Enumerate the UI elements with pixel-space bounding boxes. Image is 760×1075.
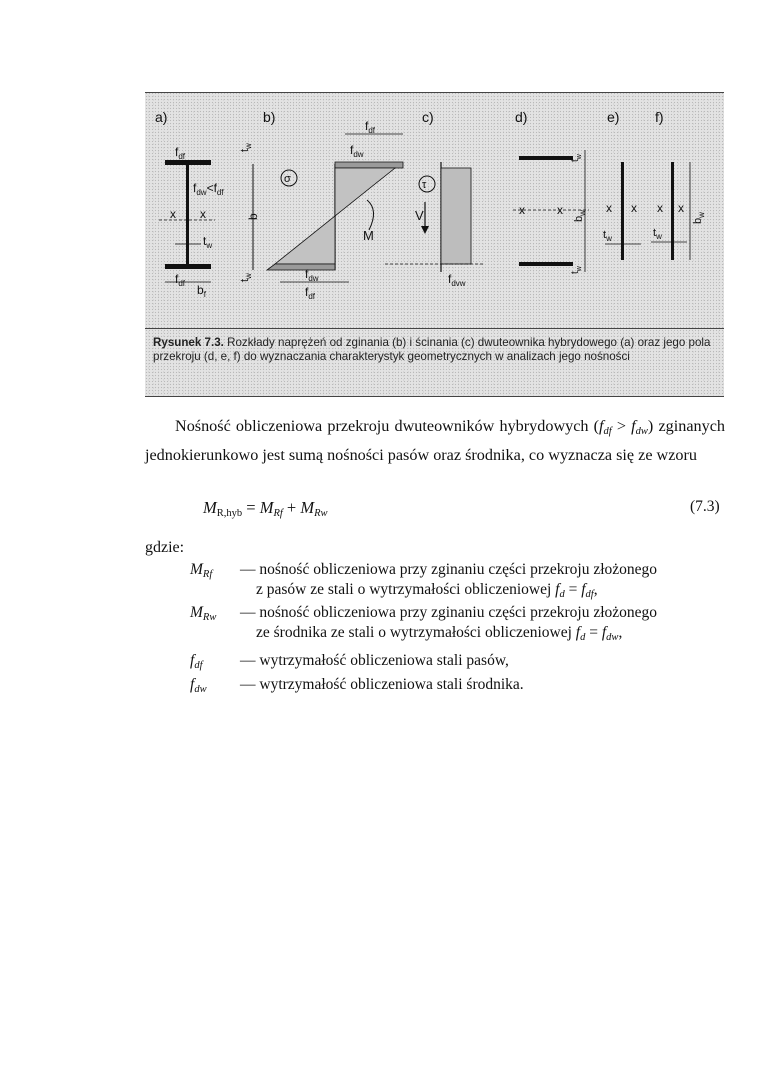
where-label: gdzie: — [145, 539, 185, 556]
d-tw-top: $t_w$ — [570, 154, 583, 162]
b-tw-bot: $t_w$ — [239, 273, 253, 282]
b-tw-top: $t_w$ — [239, 143, 253, 152]
panel-b-bending — [253, 134, 403, 282]
b-fdf-top: $f_{df}$ — [365, 119, 376, 135]
def-symbol: $f_{dw}$ — [190, 676, 207, 695]
a-fdw-lt-fdf: $f_{dw}<f_{df}$ — [193, 181, 224, 197]
panel-label-d: d) — [515, 109, 528, 125]
b-sigma: σ — [284, 173, 291, 185]
panel-a-ibeam — [159, 160, 215, 282]
c-shear-block — [441, 168, 471, 264]
def-symbol: $M_{Rw}$ — [190, 604, 217, 623]
d-tw-bot: $t_w$ — [570, 266, 583, 274]
def-line2: ze środnika ze stali o wytrzymałości obliczeniowej $f_d = f_{dw}$, — [256, 624, 623, 643]
e-tw: $t_w$ — [603, 229, 612, 243]
figure-bottom-rule — [145, 396, 724, 397]
c-V-arrowhead — [421, 226, 429, 234]
equation-7-3: $M_{R,hyb} = M_{Rf} + M_{Rw}$ — [203, 498, 328, 519]
e-x-left: x — [606, 201, 612, 215]
def-symbol: $M_{Rf}$ — [190, 561, 213, 580]
moment-arrow — [367, 200, 374, 230]
panel-label-b: b) — [263, 109, 276, 125]
d-x-right: x — [557, 203, 563, 217]
d-top-flange — [519, 156, 573, 160]
f-tw: $t_w$ — [653, 227, 662, 241]
panel-label-c: c) — [422, 109, 434, 125]
top-flange — [165, 160, 211, 165]
equation-number: (7.3) — [690, 498, 720, 515]
c-fdvw: $f_{dvw}$ — [448, 272, 466, 288]
a-fdf-top: $f_{df}$ — [175, 145, 186, 161]
def-line1: — nośność obliczeniowa przy zginaniu części przekroju złożonego — [240, 561, 658, 578]
c-tau: τ — [422, 179, 427, 191]
f-x-right: x — [678, 201, 684, 215]
web — [186, 165, 189, 265]
figure-drawing — [145, 92, 724, 332]
figure-caption — [153, 336, 719, 364]
def-line1: — wytrzymałość obliczeniowa stali pasów, — [240, 652, 509, 669]
bottom-flange — [165, 264, 211, 269]
caption-label: Rysunek 7.3. — [153, 336, 224, 349]
main-paragraph: Nośność obliczeniowa przekroju dwuteowników hybrydowych $(f_{df} > f_{dw})$ zginanych jednokierunkowo jest sumą nośności pasów oraz środnika, co wyznacza się ze wzoru — [145, 417, 725, 464]
b-b: b — [246, 213, 260, 220]
panel-label-f: f) — [655, 109, 664, 125]
caption-text: Rozkłady naprężeń od zginania (b) i ścinania (c) dwuteownika hybrydowego (a) oraz jego pola przekroju (d, e, f) do wyznaczania charakterystyk geometrycznych w analizach jego nośności — [153, 336, 711, 363]
d-bw: $b_w$ — [573, 210, 587, 222]
a-x-left: x — [170, 207, 176, 221]
def-line2: z pasów ze stali o wytrzymałości obliczeniowej $f_d = f_{df}$, — [256, 581, 598, 600]
panel-label-e: e) — [607, 109, 620, 125]
d-x-left: x — [519, 203, 525, 217]
b-M: M — [363, 228, 374, 243]
b-top-flange-stress — [335, 162, 403, 168]
b-fdw-bot: $f_{dw}$ — [305, 267, 319, 283]
a-fdf-bot: $f_{df}$ — [175, 272, 186, 288]
f-x-left: x — [657, 201, 663, 215]
b-bottom-flange-stress — [267, 264, 335, 270]
figure-7-3 — [145, 92, 724, 397]
a-bf: $b_f$ — [197, 283, 206, 299]
b-fdf-bot: $f_{df}$ — [305, 285, 316, 301]
f-bw: $b_w$ — [692, 212, 706, 224]
e-web — [621, 162, 624, 260]
b-web-stress — [275, 168, 395, 264]
def-line1: — wytrzymałość obliczeniowa stali środnika. — [240, 676, 524, 693]
def-line1: — nośność obliczeniowa przy zginaniu części przekroju złożonego — [240, 604, 658, 621]
a-tw: $t_w$ — [203, 234, 213, 250]
d-bottom-flange — [519, 262, 573, 266]
e-x-right: x — [631, 201, 637, 215]
panel-c-shear — [385, 162, 485, 272]
a-x-right: x — [200, 207, 206, 221]
f-web — [671, 162, 674, 260]
c-V: V — [415, 208, 424, 223]
b-fdw-top: $f_{dw}$ — [350, 143, 364, 159]
figure-mid-rule — [145, 328, 724, 329]
panel-label-a: a) — [155, 109, 168, 125]
def-symbol: $f_{df}$ — [190, 652, 203, 671]
